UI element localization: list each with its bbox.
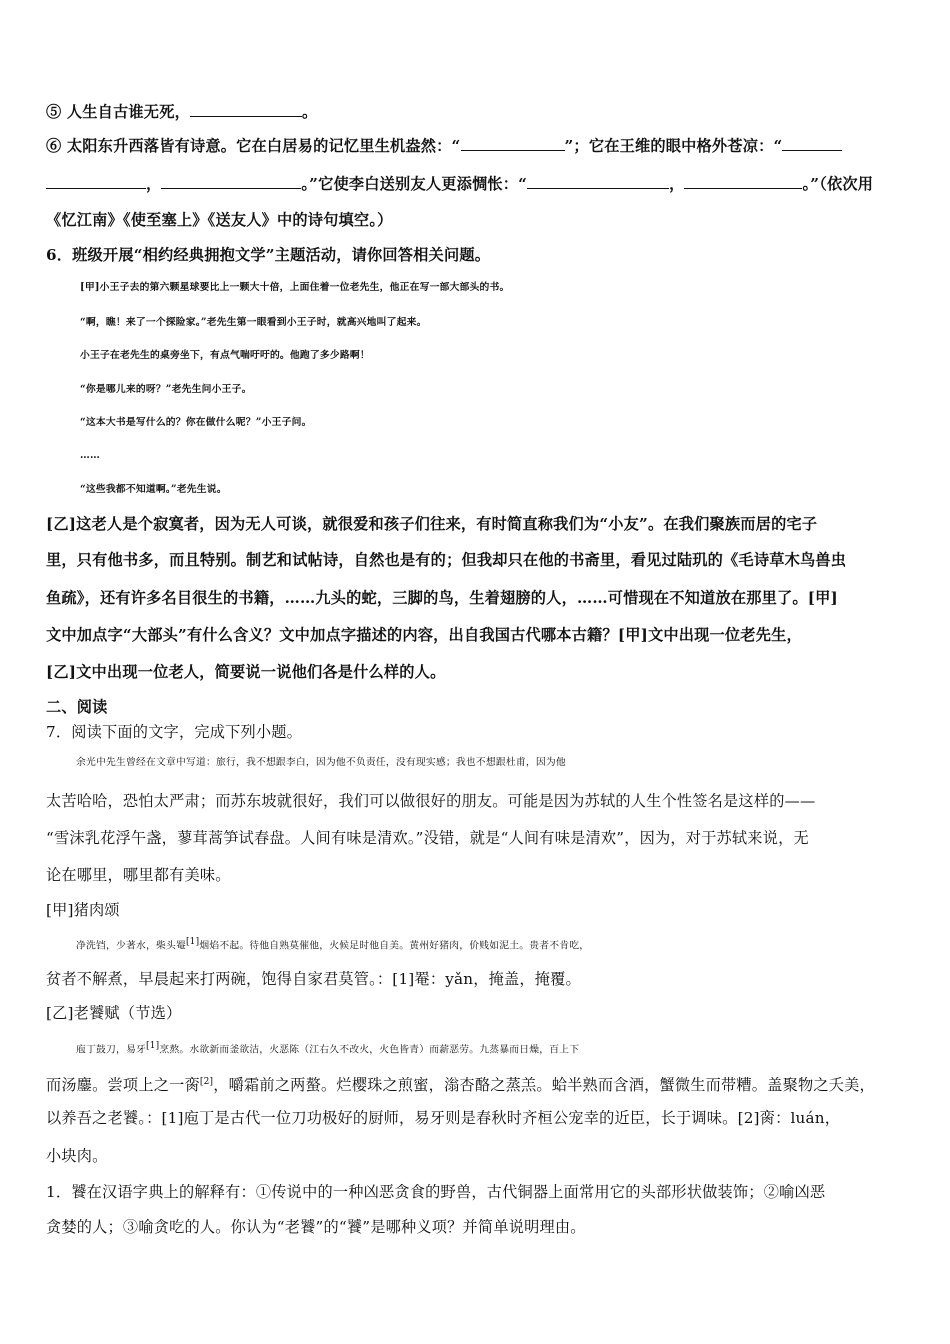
jia-poem-text-b: 烟焰不起。待他自熟莫催他，火候足时他自美。黄州好猪肉，价贱如泥土。贵者不肯吃， [199, 940, 590, 952]
item-5-end: 。 [301, 103, 318, 121]
item-6-text-b: ”；它在王维的眼中格外苍凉：“ [564, 137, 783, 155]
item-6-comma-1: ， [146, 175, 162, 193]
sub-question-1-line: 贪婪的人；③喻贪吃的人。你认为“老饕”的“饕”是哪种义项？并简单说明理由。 [46, 1218, 586, 1236]
item-6-text-c: 。”它使李白送别友人更添惆怅：“ [301, 175, 528, 193]
item-6-comma-2: ， [669, 175, 685, 193]
yi-poem-title: [乙]老饕赋（节选） [46, 1004, 182, 1022]
jia-passage-line: 小王子在老先生的桌旁坐下，有点气喘吁吁的。他跑了多少路啊！ [80, 350, 370, 361]
footnote-marker: [1] [145, 1041, 160, 1051]
item-6-text-d: 。”（依次用 [802, 175, 874, 193]
jia-passage-line: …… [80, 450, 100, 461]
jia-poem-text-a: 净洗铛，少著水，柴头罨 [76, 940, 186, 952]
jia-passage-line: “啊，瞧！来了一个探险家。”老先生第一眼看到小王子时，就高兴地叫了起来。 [80, 317, 427, 328]
intro-paragraph-line: 论在哪里，哪里都有美味。 [46, 866, 231, 884]
poem-fill-item-6-line2 [46, 173, 906, 195]
yi-poem-text-d: ，嚼霜前之两螯。烂樱珠之煎蜜，滃杏酪之蒸羔。蛤半熟而含酒，蟹微生而带糟。盖聚物之夭美， [213, 1076, 875, 1095]
yi-poem-line: 小块肉。 [46, 1147, 108, 1165]
yi-passage-line: [乙]这老人是个寂寞者，因为无人可谈，就很爱和孩子们往来，有时简直称我们为“小友”。在我们聚族而居的宅子 [46, 515, 818, 533]
question-6-title: 6．班级开展“相约经典拥抱文学”主题活动，请你回答相关问题。 [46, 246, 491, 264]
yi-poem-text-c: 而汤鏖。尝项上之一脔 [46, 1076, 200, 1095]
yi-passage-line: 鱼疏》，还有许多名目很生的书籍，……九头的蛇，三脚的鸟，生着翅膀的人，……可惜现在不知道放在那里了。[甲] [46, 589, 838, 607]
jia-passage-line: [甲]小王子去的第六颗星球要比上一颗大十倍，上面住着一位老先生，他正在写一部大部头的书。 [80, 282, 510, 293]
yi-poem-text-a: 庖丁鼓刀，易牙 [76, 1044, 146, 1056]
poem-fill-item-5 [46, 101, 906, 123]
jia-passage-line: “这些我都不知道啊。”老先生说。 [80, 484, 227, 495]
answer-blank[interactable] [161, 174, 301, 189]
yi-poem-line: 以养吾之老饕。：[1]庖丁是古代一位刀功极好的厨师，易牙则是春秋时齐桓公宠幸的近臣，长于调味。[2]脔：luán， [46, 1109, 841, 1127]
jia-poem-title: [甲]猪肉颂 [46, 901, 120, 919]
intro-paragraph-line: 太苦哈哈，恐怕太严肃；而苏东坡就很好，我们可以做很好的朋友。可能是因为苏轼的人生个性签名是这样的—— [46, 792, 816, 810]
poem-fill-item-6-line1 [46, 135, 906, 157]
answer-blank[interactable] [527, 174, 669, 189]
jia-passage-line: “这本大书是写什么的？你在做什么呢？”小王子问。 [80, 417, 312, 428]
intro-paragraph-line: 余光中先生曾经在文章中写道：旅行，我不想跟李白，因为他不负责任，没有现实感；我也不想跟杜甫，因为他 [76, 757, 566, 768]
jia-passage-line: “你是哪儿来的呀？”老先生问小王子。 [80, 384, 252, 395]
footnote-marker: [1] [185, 937, 200, 947]
answer-blank[interactable] [46, 174, 146, 189]
intro-paragraph-line: “雪沫乳花浮午盏，蓼茸蒿笋试春盘。人间有味是清欢。”没错，就是“人间有味是清欢”，因为，对于苏轼来说，无 [46, 829, 809, 847]
poem-fill-item-6-line3: 《忆江南》《使至塞上》《送友人》中的诗句填空。） [46, 211, 393, 229]
jia-poem-line [76, 931, 936, 957]
yi-passage-line: 里，只有他书多，而且特别。制艺和试帖诗，自然也是有的；但我却只在他的书斋里，看见过陆玑的《毛诗草木鸟兽虫 [46, 551, 847, 569]
sub-question-1-line: 1．饕在汉语字典上的解释有：①传说中的一种凶恶贪食的野兽，古代铜器上面常用它的头部形状做装饰；②喻凶恶 [46, 1183, 826, 1201]
yi-passage-line: [乙]文中出现一位老人，简要说一说他们各是什么样的人。 [46, 663, 446, 681]
yi-poem-line [46, 1071, 906, 1096]
question-7-title: 7．阅读下面的文字，完成下列小题。 [46, 723, 303, 741]
yi-poem-text-b: 烹熬。水欲新而釜欲洁，火恶陈（江右久不改火，火色皆青）而薪恶劳。九蒸暴而日燥，百上下 [159, 1044, 580, 1056]
item-6-text-a: ⑥ 太阳东升西落皆有诗意。它在白居易的记忆里生机盎然：“ [46, 137, 461, 155]
footnote-marker: [2] [199, 1077, 214, 1087]
answer-blank[interactable] [782, 136, 842, 151]
yi-passage-line: 文中加点字“大部头”有什么含义？文中加点字描述的内容，出自我国古代哪本古籍？[甲]文中出现一位老先生， [46, 626, 802, 644]
answer-blank[interactable] [461, 136, 565, 151]
section-heading: 二、阅读 [46, 698, 108, 716]
jia-poem-line: 贫者不解煮，早晨起来打两碗，饱得自家君莫管。：[1]罨：yǎn，掩盖，掩覆。 [46, 970, 581, 988]
item-5-text: ⑤ 人生自古谁无死， [46, 103, 190, 121]
answer-blank[interactable] [684, 174, 802, 189]
yi-poem-line [76, 1035, 936, 1061]
answer-blank[interactable] [190, 102, 302, 117]
